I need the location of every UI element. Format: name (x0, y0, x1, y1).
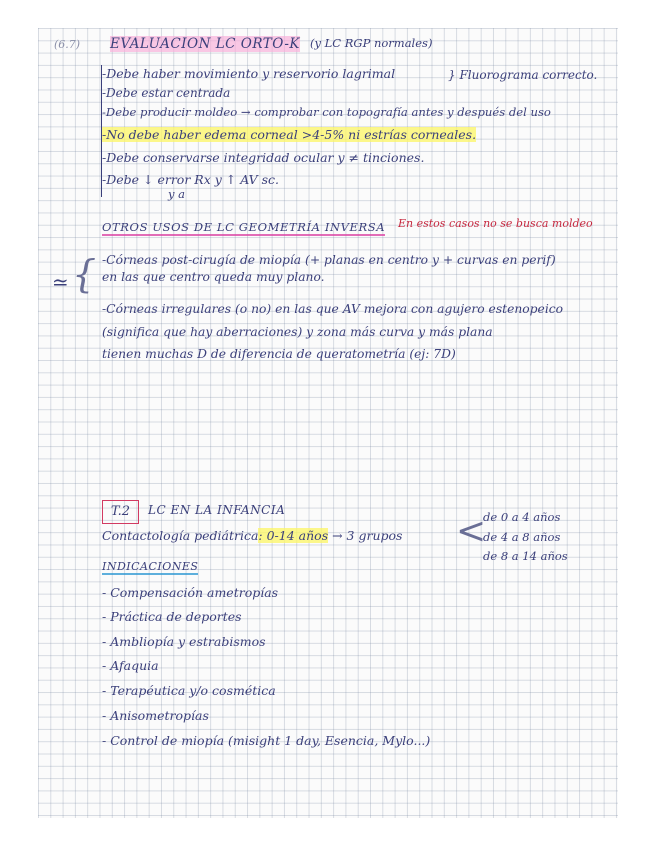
section-title: EVALUACION LC ORTO-K (110, 36, 301, 52)
heading-note: En estos casos no se busca moldeo (398, 217, 593, 230)
approx-symbol: ≃ (52, 270, 69, 294)
indication-item: - Ambliopía y estrabismos (102, 634, 266, 649)
topic-title: LC EN LA INFANCIA (148, 503, 286, 517)
notebook-page (38, 28, 618, 818)
item-irregulares-line3: tienen muchas D de diferencia de queratometría (ej: 7D) (102, 347, 456, 361)
brace-icon: { (72, 252, 97, 296)
indication-item: - Compensación ametropías (102, 585, 279, 600)
pediatric-suffix: → 3 grupos (332, 528, 403, 543)
indication-item: - Práctica de deportes (102, 609, 242, 624)
bullet-integridad: -Debe conservarse integridad ocular y ≠ tinciones. (102, 150, 425, 165)
indication-item: - Anisometropías (102, 708, 209, 723)
section-number: (6.7) (54, 38, 81, 51)
bullet-error-rx: -Debe ↓ error Rx y ↑ AV sc. (102, 172, 279, 187)
item-irregulares-line2: (significa que hay aberraciones) y zona más curva y más plana (102, 325, 493, 339)
indications-heading: INDICACIONES (102, 560, 199, 573)
groups-brace-icon: < (456, 511, 487, 552)
group-4-8: de 4 a 8 años (483, 530, 561, 544)
bullet-moldeo: -Debe producir moldeo → comprobar con topografía antes y después del uso (102, 105, 551, 119)
group-8-14: de 8 a 14 años (483, 549, 568, 563)
bullet-movimiento: -Debe haber movimiento y reservorio lagrimal (102, 66, 396, 81)
indication-item: - Terapéutica y/o cosmética (102, 683, 276, 698)
pediatric-line (102, 528, 402, 543)
section-subtitle: (y LC RGP normales) (310, 36, 433, 50)
topic-box: T.2 (102, 500, 139, 524)
item-post-cirugia-line2: en las que centro queda muy plano. (102, 270, 325, 284)
indication-item: - Afaquia (102, 658, 159, 673)
group-0-4: de 0 a 4 años (483, 510, 561, 524)
pediatric-range: : 0-14 años (258, 528, 329, 543)
item-post-cirugia-line1: -Córneas post-cirugía de miopía (+ planas en centro y + curvas en perif) (102, 253, 556, 267)
fluorogram-note: } Fluorograma correcto. (448, 68, 598, 82)
item-irregulares-line1: -Córneas irregulares (o no) en las que AV mejora con agujero estenopeico (102, 302, 564, 316)
indication-item: - Control de miopía (misight 1 day, Esencia, Mylo...) (102, 733, 431, 748)
section-heading-otros-usos: OTROS USOS DE LC GEOMETRÍA INVERSA (102, 220, 386, 234)
rx-note: y a (168, 187, 186, 201)
bullet-centrada: -Debe estar centrada (102, 86, 231, 100)
pediatric-prefix: Contactología pediátrica (102, 528, 259, 543)
bullet-edema: -No debe haber edema corneal >4-5% ni estrías corneales. (102, 127, 477, 142)
